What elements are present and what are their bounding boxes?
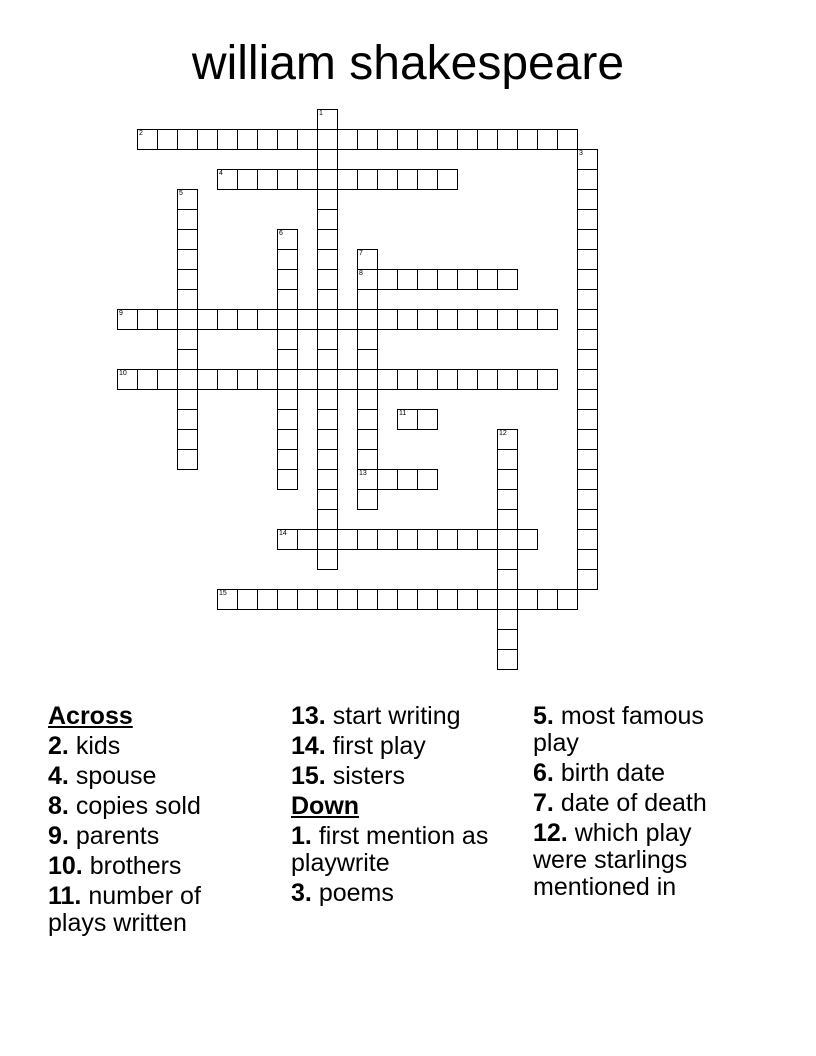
grid-cell[interactable]: [317, 429, 338, 450]
grid-cell[interactable]: [177, 329, 198, 350]
grid-cell[interactable]: [417, 529, 438, 550]
grid-cell[interactable]: [497, 429, 518, 450]
grid-cell[interactable]: [177, 249, 198, 270]
grid-cell[interactable]: [377, 369, 398, 390]
grid-cell[interactable]: [357, 369, 378, 390]
grid-cell[interactable]: [577, 489, 598, 510]
clue-number: 8: [359, 270, 363, 277]
grid-cell[interactable]: [317, 189, 338, 210]
grid-cell[interactable]: [497, 509, 518, 530]
grid-cell[interactable]: [437, 269, 458, 290]
grid-cell[interactable]: [397, 589, 418, 610]
grid-cell[interactable]: [117, 309, 138, 330]
grid-cell[interactable]: [457, 529, 478, 550]
grid-cell[interactable]: [577, 549, 598, 570]
clue-number: 9: [119, 310, 123, 317]
grid-cell[interactable]: [197, 309, 218, 330]
grid-cell[interactable]: [237, 129, 258, 150]
grid-cell[interactable]: [277, 449, 298, 470]
grid-cell[interactable]: [577, 529, 598, 550]
grid-cell[interactable]: [577, 229, 598, 250]
grid-cell[interactable]: [217, 369, 238, 390]
grid-cell[interactable]: [177, 269, 198, 290]
grid-cell[interactable]: [577, 349, 598, 370]
grid-cell[interactable]: [577, 429, 598, 450]
grid-cell[interactable]: [317, 589, 338, 610]
grid-cell[interactable]: [357, 329, 378, 350]
grid-cell[interactable]: [577, 269, 598, 290]
grid-cell[interactable]: [457, 129, 478, 150]
clue-number: 11: [399, 410, 407, 417]
grid-cell[interactable]: [197, 129, 218, 150]
grid-cell[interactable]: [217, 129, 238, 150]
grid-cell[interactable]: [317, 549, 338, 570]
grid-cell[interactable]: [277, 169, 298, 190]
grid-cell[interactable]: [297, 529, 318, 550]
grid-cell[interactable]: [277, 369, 298, 390]
grid-cell[interactable]: [277, 289, 298, 310]
grid-cell[interactable]: [377, 129, 398, 150]
grid-cell[interactable]: [277, 349, 298, 370]
grid-cell[interactable]: [457, 309, 478, 330]
grid-cell[interactable]: [497, 649, 518, 670]
grid-cell[interactable]: [497, 609, 518, 630]
grid-cell[interactable]: [477, 529, 498, 550]
grid-cell[interactable]: [377, 269, 398, 290]
grid-cell[interactable]: [277, 469, 298, 490]
grid-cell[interactable]: [317, 349, 338, 370]
grid-cell[interactable]: [317, 409, 338, 430]
grid-cell[interactable]: [317, 129, 338, 150]
clue-down-12: 12. which play were starlings mentioned in: [533, 819, 692, 901]
grid-cell[interactable]: [577, 169, 598, 190]
grid-cell[interactable]: [397, 169, 418, 190]
down-heading: Down: [291, 792, 360, 820]
grid-cell[interactable]: [317, 309, 338, 330]
grid-cell[interactable]: [317, 289, 338, 310]
grid-cell[interactable]: [217, 589, 238, 610]
grid-cell[interactable]: [137, 369, 158, 390]
grid-cell[interactable]: [577, 329, 598, 350]
grid-cell[interactable]: [317, 529, 338, 550]
clue-number: 1: [319, 110, 323, 117]
clue-number: 10: [119, 370, 127, 377]
grid-cell[interactable]: [337, 529, 358, 550]
grid-cell[interactable]: [277, 529, 298, 550]
grid-cell[interactable]: [317, 449, 338, 470]
grid-cell[interactable]: [277, 309, 298, 330]
grid-cell[interactable]: [277, 269, 298, 290]
grid-cell[interactable]: [357, 489, 378, 510]
grid-cell[interactable]: [577, 409, 598, 430]
grid-cell[interactable]: [317, 209, 338, 230]
grid-cell[interactable]: [277, 409, 298, 430]
grid-cell[interactable]: [277, 589, 298, 610]
grid-cell[interactable]: [297, 309, 318, 330]
grid-cell[interactable]: [277, 389, 298, 410]
grid-cell[interactable]: [457, 589, 478, 610]
clue-number: 4: [219, 170, 223, 177]
grid-cell[interactable]: [357, 429, 378, 450]
grid-cell[interactable]: [577, 189, 598, 210]
grid-cell[interactable]: [277, 329, 298, 350]
grid-cell[interactable]: [417, 589, 438, 610]
clue-across-13: 13. start writing: [291, 702, 461, 730]
clue-number: 3: [579, 150, 583, 157]
grid-cell[interactable]: [157, 129, 178, 150]
grid-cell[interactable]: [317, 109, 338, 130]
grid-cell[interactable]: [377, 469, 398, 490]
grid-cell[interactable]: [217, 169, 238, 190]
grid-cell[interactable]: [477, 269, 498, 290]
grid-cell[interactable]: [337, 129, 358, 150]
grid-cell[interactable]: [317, 169, 338, 190]
grid-cell[interactable]: [217, 309, 238, 330]
grid-cell[interactable]: [537, 309, 558, 330]
clue-column-3: [533, 703, 748, 904]
clue-column-2: [291, 703, 506, 910]
grid-cell[interactable]: [237, 309, 258, 330]
grid-cell[interactable]: [497, 129, 518, 150]
grid-cell[interactable]: [177, 409, 198, 430]
grid-cell[interactable]: [457, 269, 478, 290]
grid-cell[interactable]: [177, 389, 198, 410]
grid-cell[interactable]: [357, 449, 378, 470]
grid-cell[interactable]: [177, 369, 198, 390]
grid-cell[interactable]: [177, 449, 198, 470]
grid-cell[interactable]: [417, 169, 438, 190]
grid-cell[interactable]: [497, 309, 518, 330]
grid-cell[interactable]: [497, 489, 518, 510]
clue-down-3: 3. poems: [291, 879, 394, 907]
grid-cell[interactable]: [297, 369, 318, 390]
grid-cell[interactable]: [237, 169, 258, 190]
grid-cell[interactable]: [317, 269, 338, 290]
grid-cell[interactable]: [257, 589, 278, 610]
grid-cell[interactable]: [397, 309, 418, 330]
clue-down-1: 1. first mention as playwrite: [291, 822, 489, 877]
grid-cell[interactable]: [237, 589, 258, 610]
grid-cell[interactable]: [357, 309, 378, 330]
grid-cell[interactable]: [577, 569, 598, 590]
grid-cell[interactable]: [157, 369, 178, 390]
clue-down-5: 5. most famous play: [533, 702, 704, 757]
grid-cell[interactable]: [577, 149, 598, 170]
grid-cell[interactable]: [397, 269, 418, 290]
grid-cell[interactable]: [177, 289, 198, 310]
grid-cell[interactable]: [497, 469, 518, 490]
grid-cell[interactable]: [357, 269, 378, 290]
clue-number: 5: [179, 190, 183, 197]
clue-number: 6: [279, 230, 283, 237]
grid-cell[interactable]: [437, 589, 458, 610]
grid-cell[interactable]: [177, 349, 198, 370]
clue-number: 15: [219, 590, 227, 597]
grid-cell[interactable]: [117, 369, 138, 390]
clue-across-9: 9. parents: [48, 822, 160, 850]
grid-cell[interactable]: [437, 529, 458, 550]
clue-number: 7: [359, 250, 363, 257]
grid-cell[interactable]: [337, 309, 358, 330]
grid-cell[interactable]: [577, 469, 598, 490]
grid-cell[interactable]: [417, 129, 438, 150]
grid-cell[interactable]: [377, 309, 398, 330]
grid-cell[interactable]: [157, 309, 178, 330]
grid-cell[interactable]: [317, 469, 338, 490]
grid-cell[interactable]: [257, 309, 278, 330]
grid-cell[interactable]: [497, 529, 518, 550]
grid-cell[interactable]: [297, 169, 318, 190]
grid-cell[interactable]: [417, 309, 438, 330]
grid-cell[interactable]: [537, 129, 558, 150]
grid-cell[interactable]: [517, 309, 538, 330]
grid-cell[interactable]: [177, 189, 198, 210]
grid-cell[interactable]: [357, 409, 378, 430]
clue-number: 12: [499, 430, 507, 437]
grid-cell[interactable]: [317, 249, 338, 270]
grid-cell[interactable]: [577, 289, 598, 310]
grid-cell[interactable]: [357, 249, 378, 270]
grid-cell[interactable]: [437, 169, 458, 190]
grid-cell[interactable]: [317, 329, 338, 350]
grid-cell[interactable]: [257, 369, 278, 390]
grid-cell[interactable]: [577, 209, 598, 230]
grid-cell[interactable]: [397, 129, 418, 150]
grid-cell[interactable]: [337, 169, 358, 190]
grid-cell[interactable]: [277, 429, 298, 450]
grid-cell[interactable]: [497, 449, 518, 470]
grid-cell[interactable]: [277, 249, 298, 270]
grid-cell[interactable]: [177, 129, 198, 150]
grid-cell[interactable]: [497, 629, 518, 650]
grid-cell[interactable]: [357, 529, 378, 550]
grid-cell[interactable]: [357, 129, 378, 150]
grid-cell[interactable]: [397, 369, 418, 390]
grid-cell[interactable]: [337, 369, 358, 390]
grid-cell[interactable]: [317, 369, 338, 390]
grid-cell[interactable]: [557, 589, 578, 610]
grid-cell[interactable]: [317, 149, 338, 170]
grid-cell[interactable]: [477, 309, 498, 330]
clue-across-14: 14. first play: [291, 732, 426, 760]
clue-down-7: 7. date of death: [533, 789, 707, 817]
grid-cell[interactable]: [577, 449, 598, 470]
grid-cell[interactable]: [437, 309, 458, 330]
grid-cell[interactable]: [357, 169, 378, 190]
grid-cell[interactable]: [417, 269, 438, 290]
clue-across-15: 15. sisters: [291, 762, 405, 790]
grid-cell[interactable]: [517, 369, 538, 390]
grid-cell[interactable]: [497, 369, 518, 390]
clue-down-6: 6. birth date: [533, 759, 666, 787]
grid-cell[interactable]: [517, 529, 538, 550]
grid-cell[interactable]: [357, 389, 378, 410]
grid-cell[interactable]: [317, 489, 338, 510]
grid-cell[interactable]: [477, 369, 498, 390]
grid-cell[interactable]: [397, 469, 418, 490]
clue-number: 2: [139, 130, 143, 137]
clue-across-10: 10. brothers: [48, 852, 182, 880]
grid-cell[interactable]: [357, 589, 378, 610]
grid-cell[interactable]: [477, 589, 498, 610]
grid-cell[interactable]: [297, 129, 318, 150]
grid-cell[interactable]: [417, 369, 438, 390]
grid-cell[interactable]: [397, 529, 418, 550]
grid-cell[interactable]: [177, 209, 198, 230]
clue-across-11: 11. number of plays written: [48, 882, 201, 937]
grid-cell[interactable]: [257, 169, 278, 190]
clue-across-2: 2. kids: [48, 732, 121, 760]
clue-across-8: 8. copies sold: [48, 792, 201, 820]
grid-cell[interactable]: [517, 589, 538, 610]
grid-cell[interactable]: [357, 349, 378, 370]
grid-cell[interactable]: [237, 369, 258, 390]
grid-cell[interactable]: [517, 129, 538, 150]
grid-cell[interactable]: [137, 309, 158, 330]
grid-cell[interactable]: [297, 589, 318, 610]
grid-cell[interactable]: [177, 229, 198, 250]
grid-cell[interactable]: [337, 589, 358, 610]
clue-column-1: [48, 703, 248, 940]
grid-cell[interactable]: [537, 589, 558, 610]
grid-cell[interactable]: [177, 429, 198, 450]
grid-cell[interactable]: [137, 129, 158, 150]
clue-across-4: 4. spouse: [48, 762, 157, 790]
grid-cell[interactable]: [377, 589, 398, 610]
grid-cell[interactable]: [317, 389, 338, 410]
grid-cell[interactable]: [537, 369, 558, 390]
grid-cell[interactable]: [277, 229, 298, 250]
grid-cell[interactable]: [477, 129, 498, 150]
clue-number: 14: [279, 530, 287, 537]
grid-cell[interactable]: [577, 309, 598, 330]
grid-cell[interactable]: [437, 129, 458, 150]
grid-cell[interactable]: [357, 289, 378, 310]
grid-cell[interactable]: [557, 129, 578, 150]
grid-cell[interactable]: [577, 509, 598, 530]
grid-cell[interactable]: [497, 269, 518, 290]
grid-cell[interactable]: [577, 249, 598, 270]
grid-cell[interactable]: [577, 369, 598, 390]
grid-cell[interactable]: [577, 389, 598, 410]
grid-cell[interactable]: [457, 369, 478, 390]
grid-cell[interactable]: [437, 369, 458, 390]
grid-cell[interactable]: [377, 169, 398, 190]
grid-cell[interactable]: [497, 569, 518, 590]
grid-cell[interactable]: [417, 469, 438, 490]
grid-cell[interactable]: [397, 409, 418, 430]
clue-number: 13: [359, 470, 367, 477]
grid-cell[interactable]: [197, 369, 218, 390]
across-heading: Across: [48, 702, 133, 730]
grid-cell[interactable]: [497, 549, 518, 570]
grid-cell[interactable]: [417, 409, 438, 430]
grid-cell[interactable]: [357, 469, 378, 490]
grid-cell[interactable]: [177, 309, 198, 330]
grid-cell[interactable]: [377, 529, 398, 550]
grid-cell[interactable]: [317, 229, 338, 250]
puzzle-title: william shakespeare: [191, 37, 625, 90]
grid-cell[interactable]: [277, 129, 298, 150]
grid-cell[interactable]: [497, 589, 518, 610]
grid-cell[interactable]: [257, 129, 278, 150]
grid-cell[interactable]: [317, 509, 338, 530]
